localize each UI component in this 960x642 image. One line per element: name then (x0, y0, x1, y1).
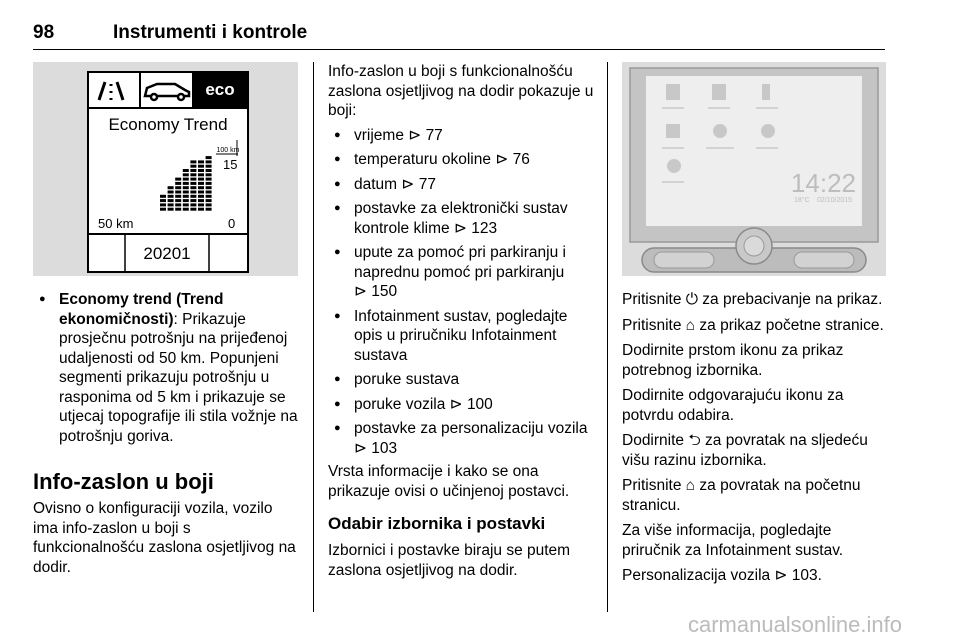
bar-segment (175, 178, 181, 181)
reference-number: 123 (471, 219, 498, 237)
bar-segment (190, 160, 196, 163)
watermark: carmanualsonline.info (687, 612, 902, 637)
economy-trend-title: Economy Trend (108, 115, 228, 134)
page-reference[interactable] (401, 176, 436, 193)
bar-segment (198, 203, 204, 206)
economy-trend-display (33, 62, 298, 276)
bar-segment (175, 191, 181, 194)
header-divider (33, 49, 885, 50)
bar-segment (175, 203, 181, 206)
bar-segment (190, 208, 196, 211)
bar-segment (206, 203, 212, 206)
list-item (33, 290, 298, 446)
settings-icon (761, 124, 775, 138)
temperature: 18°C (794, 197, 810, 204)
list-item-text: postavke za elektronički sustav kontrole klime (354, 200, 568, 237)
eco-tab-label: eco (205, 80, 235, 99)
reference-number: 76 (512, 151, 530, 168)
bar-segment (206, 165, 212, 168)
instruction-home: Pritisnite ⌂ za prikaz početne stranice. (622, 316, 884, 334)
bar-segment (175, 199, 181, 202)
bar-segment (183, 191, 189, 194)
bar-segment (183, 195, 189, 198)
bar-segment (190, 186, 196, 189)
bar-segment (183, 169, 189, 172)
reference-arrow-icon: ⊳ (408, 126, 426, 144)
list-item (328, 419, 598, 458)
bar-segment (190, 191, 196, 194)
bar-segment (198, 186, 204, 189)
list-item (328, 126, 598, 146)
bar-segment (183, 208, 189, 211)
page-reference[interactable] (408, 127, 443, 144)
page-number: 98 (33, 22, 55, 43)
section-heading: Info-zaslon u boji (33, 469, 214, 494)
apps-icon (667, 159, 681, 173)
bar-segment (160, 195, 166, 198)
bar-segment (168, 186, 174, 189)
intro-paragraph: Ovisno o konfiguraciji vozila, vozilo ima info-zaslon u boji s funkcionalnošću zaslona osjetljivog na dodir. (33, 500, 296, 576)
top-value: 15 (223, 157, 238, 172)
instruction-more-info: Za više informacija, pogledajte priručnik za Infotainment sustav. (622, 522, 844, 559)
column-3 (622, 62, 886, 586)
list-item-text: datum (354, 175, 398, 193)
reference-number: 77 (425, 126, 443, 144)
bar-segment (175, 195, 181, 198)
list-item-text: poruke vozila (354, 395, 446, 413)
bar-segment (190, 165, 196, 168)
display-intro: Info-zaslon u boji s funkcionalnošću zaslona osjetljivog na dodir pokazuje u boji: (328, 63, 594, 119)
bar-segment (175, 182, 181, 185)
economy-trend-figure (33, 62, 298, 276)
bar-segment (168, 195, 174, 198)
list-item (328, 370, 598, 390)
bar-segment (206, 173, 212, 176)
bar-segment (198, 191, 204, 194)
bar-segment (168, 199, 174, 202)
list-item-text: poruke sustava (354, 371, 460, 388)
axis-right-label: 0 (228, 216, 236, 231)
bar-segment (168, 203, 174, 206)
nav-icon (762, 84, 770, 100)
instruction-return-home: Pritisnite ⌂ za povratak na početnu stranicu. (622, 477, 861, 514)
bullet-body: : Prikazuje prosječnu potrošnju na prijeđenoj udaljenosti od 50 km. Popunjeni segmenti prikazuju potrošnju u rasponima od 5 km i prikazuje se utjecaj topografije ili stila vožnje na potrošnju goriva. (59, 310, 298, 445)
list-item (328, 395, 598, 415)
right-button[interactable] (794, 252, 854, 268)
bar-segment (198, 178, 204, 181)
column-divider-1 (313, 62, 314, 612)
bar-segment (183, 203, 189, 206)
list-item (328, 175, 598, 195)
page-reference[interactable] (454, 220, 497, 237)
media-icon (666, 124, 680, 138)
bar-segment (190, 199, 196, 202)
subsection-heading: Odabir izbornika i postavki (328, 514, 546, 533)
economy-bullet-list (33, 290, 298, 446)
reference-arrow-icon: ⊳ (495, 151, 513, 168)
bar-segment (190, 182, 196, 185)
bar-segment (160, 199, 166, 202)
list-item (328, 307, 598, 366)
list-item-text: postavke za personalizaciju vozila (354, 420, 588, 437)
list-item (328, 243, 598, 302)
bar-segment (206, 169, 212, 172)
bar-segment (198, 173, 204, 176)
bar-segment (206, 178, 212, 181)
bar-segment (160, 203, 166, 206)
bar-segment (190, 169, 196, 172)
instruction-personalization: Personalizacija vozila ⊳ 103. (622, 567, 822, 584)
bar-segment (198, 208, 204, 211)
bar-segment (183, 182, 189, 185)
list-item (328, 150, 598, 170)
list-item-text: Infotainment sustav, pogledajte opis u priručniku Infotainment sustava (354, 307, 568, 364)
reference-number: 100 (466, 395, 493, 413)
reference-arrow-icon: ⊳ (401, 175, 419, 193)
bar-segment (206, 182, 212, 185)
bar-segment (175, 208, 181, 211)
bar-segment (206, 186, 212, 189)
bar-segment (183, 173, 189, 176)
date: 02/10/2015 (817, 197, 853, 204)
bar-segment (198, 169, 204, 172)
column-1 (33, 62, 298, 577)
column-2 (328, 62, 598, 580)
instructions (622, 290, 886, 586)
page-title: Instrumenti i kontrole (113, 22, 308, 43)
bar-segment (183, 186, 189, 189)
list-item-text: vrijeme (354, 126, 404, 144)
list-item-text: upute za pomoć pri parkiranju i naprednu pomoć pri parkiranju (354, 244, 566, 281)
list-item (328, 199, 598, 238)
reference-arrow-icon: ⊳ (449, 395, 467, 413)
instruction-back: Dodirnite ⮌ za povratak na sljedeću višu razinu izbornika. (622, 432, 868, 469)
reference-number: 103 (371, 439, 398, 457)
list-item-text: temperaturu okoline (354, 151, 491, 168)
bar-segment (168, 208, 174, 211)
page-reference[interactable] (495, 151, 530, 168)
menu-paragraph: Izbornici i postavke biraju se putem zaslona osjetljivog na dodir. (328, 542, 571, 579)
bar-segment (198, 195, 204, 198)
bar-segment (190, 173, 196, 176)
phone-icon (712, 84, 726, 100)
reference-arrow-icon: ⊳ (354, 439, 372, 457)
axis-left-label: 50 km (98, 216, 134, 231)
page-reference[interactable] (354, 440, 397, 457)
instruction-confirm: Dodirnite odgovarajuću ikonu za potvrdu odabira. (622, 387, 844, 424)
bar-segment (198, 165, 204, 168)
page-reference[interactable] (354, 283, 397, 300)
reference-number: 150 (371, 283, 398, 300)
bar-segment (183, 178, 189, 181)
infotainment-screen-figure (622, 62, 886, 276)
page-header (33, 22, 885, 50)
bullet-title: Economy trend (Trend ekonomičnosti) (59, 291, 224, 328)
audio-icon (666, 84, 680, 100)
instruction-power: Pritisnite ⏻ za prebacivanje na prikaz. (622, 291, 883, 308)
display-items-list (328, 126, 598, 459)
bar-segment (190, 203, 196, 206)
scale-label: 100 km (216, 147, 240, 154)
column-divider-2 (607, 62, 608, 612)
bar-segment (206, 156, 212, 159)
bar-segment (183, 199, 189, 202)
touchscreen-illustration (622, 62, 886, 276)
reference-arrow-icon: ⊳ (354, 283, 372, 300)
bar-segment (206, 195, 212, 198)
bar-segment (190, 195, 196, 198)
bar-segment (190, 178, 196, 181)
clock: 14:22 (790, 168, 856, 198)
bar-segment (160, 208, 166, 211)
instruction-touch-icon: Dodirnite prstom ikonu za prikaz potrebnog izbornika. (622, 342, 844, 379)
bar-segment (198, 160, 204, 163)
power-icon (744, 236, 764, 256)
bar-segment (206, 160, 212, 163)
bar-segment (168, 191, 174, 194)
odometer-value: 20201 (143, 244, 191, 263)
left-button[interactable] (654, 252, 714, 268)
page-reference[interactable] (450, 396, 493, 413)
bar-segment (206, 208, 212, 211)
climate-icon (713, 124, 727, 138)
bar-segment (198, 199, 204, 202)
reference-number: 77 (418, 175, 436, 193)
after-list-paragraph: Vrsta informacije i kako se ona prikazuje ovisi o učinjenoj postavci. (328, 463, 570, 500)
bar-segment (206, 191, 212, 194)
bar-segment (198, 182, 204, 185)
reference-arrow-icon: ⊳ (453, 219, 472, 237)
bar-segment (206, 199, 212, 202)
bar-segment (175, 186, 181, 189)
